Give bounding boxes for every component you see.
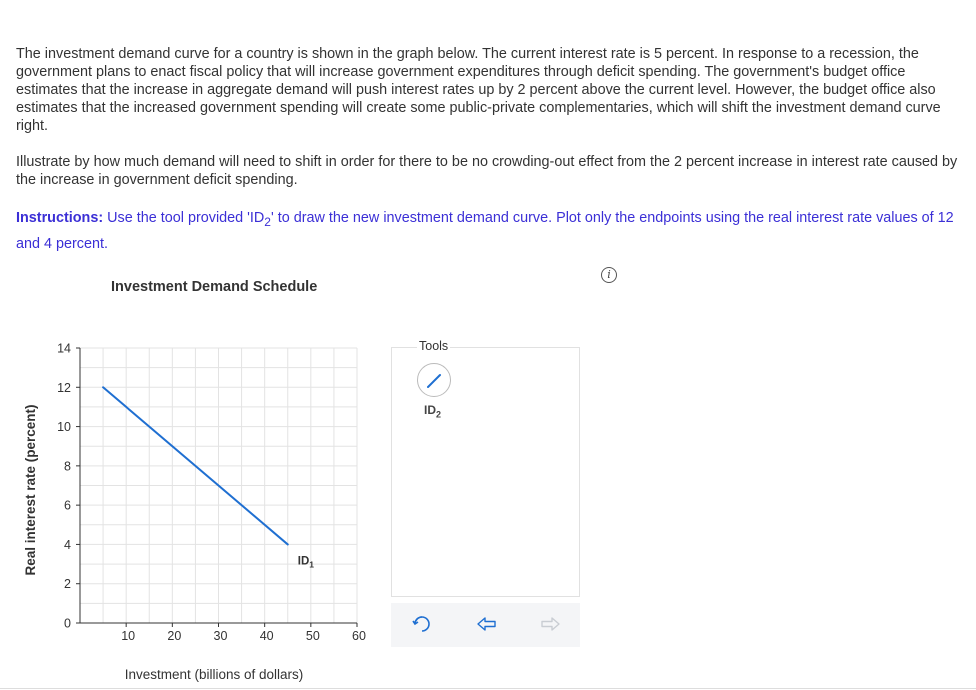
tool-label-main: ID <box>424 403 436 417</box>
tool-label-subscript: 2 <box>436 409 442 420</box>
info-icon[interactable]: i <box>601 267 617 283</box>
y-tick-label: 4 <box>64 537 71 552</box>
x-tick-label: 30 <box>213 629 228 643</box>
instructions-label: Instructions: <box>16 210 104 226</box>
x-tick-label: 20 <box>167 629 182 643</box>
series-label-subscript: 1 <box>309 559 314 570</box>
undo-button[interactable] <box>475 612 499 636</box>
y-tick-label: 14 <box>57 341 71 356</box>
tools-title: Tools <box>419 339 449 353</box>
line-tool-icon <box>418 364 450 396</box>
y-tick-label: 0 <box>64 616 71 631</box>
reset-icon <box>410 612 434 636</box>
y-tick-label: 8 <box>64 459 71 474</box>
chart-axes <box>76 348 357 627</box>
x-tick-label: 50 <box>305 629 320 643</box>
undo-icon <box>475 612 499 636</box>
instructions-text-before: Use the tool provided 'ID <box>103 210 265 226</box>
y-tick-label: 10 <box>57 420 71 435</box>
x-tick-label: 40 <box>259 629 274 643</box>
y-axis-label: Real interest rate (percent) <box>23 404 38 576</box>
chart-title: Investment Demand Schedule <box>111 279 318 295</box>
question-paragraph-1: The investment demand curve for a country is shown in the graph below. The current interest rate is 5 percent. In response to a recession, the government plans to enact fiscal policy that will increase government expenditures through deficit spending. The government's budget office estimates that the increase in aggregate demand will push interest rates up by 2 percent above the current level. However, the budget office also estimates that the increased government spending will create some public-private complementaries, which will shift the investment demand curve right. <box>16 46 941 134</box>
y-tick-label: 6 <box>64 498 71 513</box>
instructions-subscript: 2 <box>264 214 271 229</box>
x-tick-label: 10 <box>121 629 136 643</box>
id2-tool-label <box>424 403 441 419</box>
chart-series <box>103 387 314 569</box>
question-paragraph-2: Illustrate by how much demand will need to shift in order for there to be no crowding-out effect from the 2 percent increase in interest rate caused by the increase in government deficit spending. <box>16 154 958 188</box>
redo-button[interactable] <box>538 612 562 636</box>
reset-button[interactable] <box>410 612 434 636</box>
instructions-text-after: ' to draw the new investment demand curve. Plot only the endpoints using the real interest rate values of 12 and 4 percent. <box>16 210 954 252</box>
redo-icon <box>538 612 562 636</box>
x-tick-label: 60 <box>352 629 366 643</box>
bottom-divider <box>0 688 976 689</box>
y-tick-label: 2 <box>64 577 71 592</box>
id2-line-tool-button[interactable] <box>417 363 451 397</box>
y-tick-label: 12 <box>57 380 71 395</box>
id1-series-label <box>298 555 315 569</box>
x-axis-label: Investment (billions of dollars) <box>124 667 304 682</box>
series-label-main: ID <box>297 555 310 568</box>
